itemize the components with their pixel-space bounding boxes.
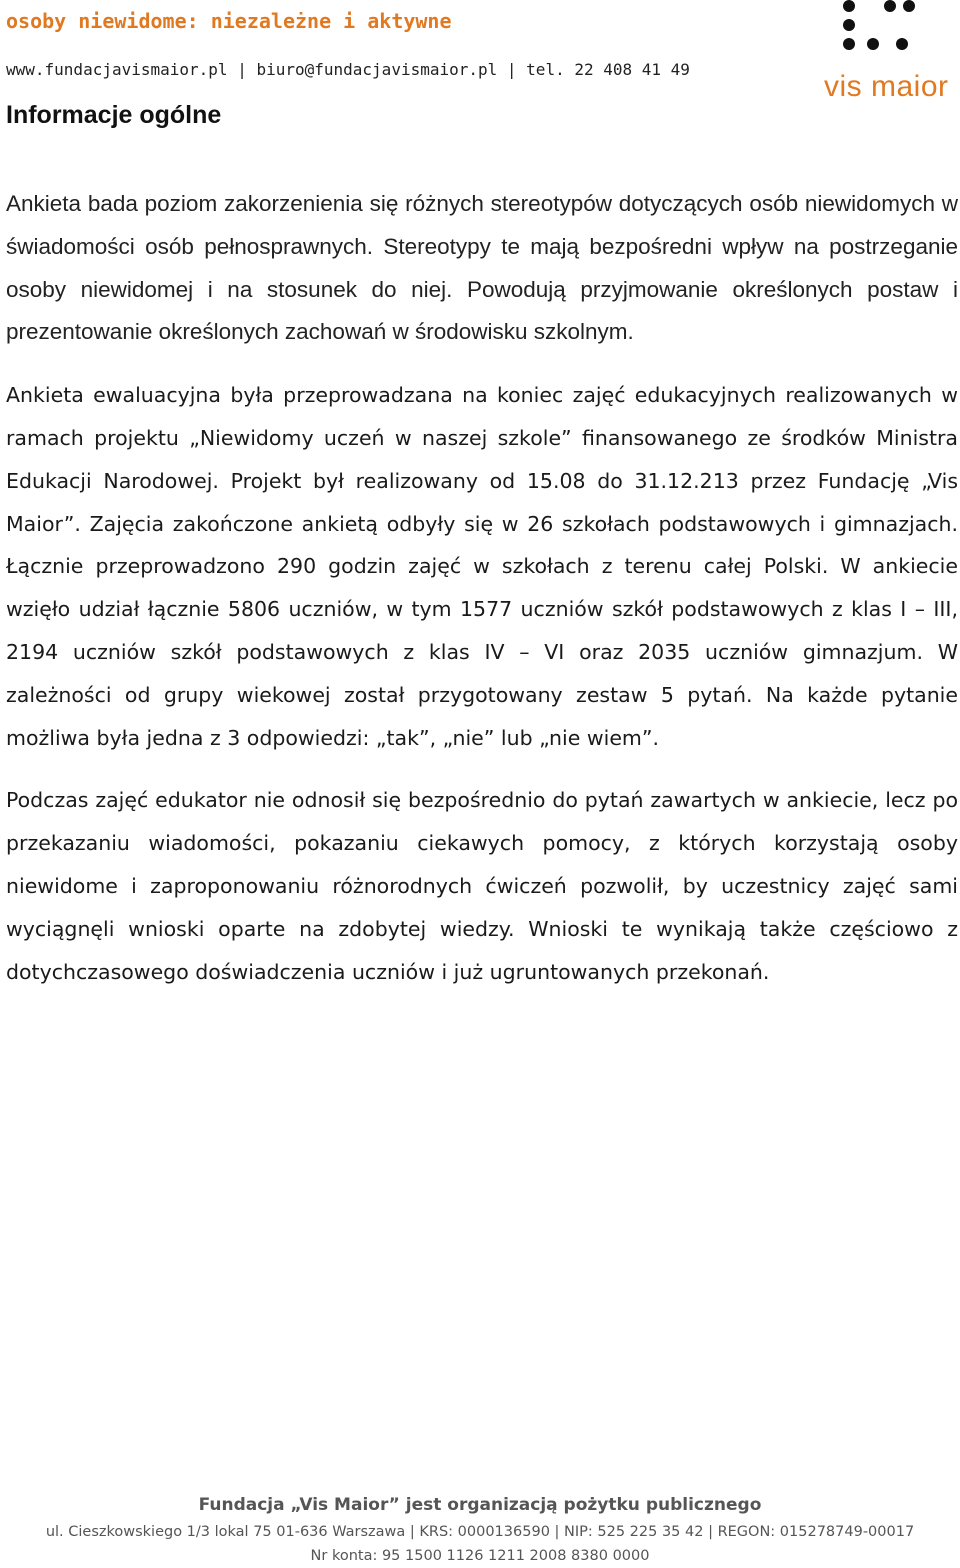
header-contact: www.fundacjavismaior.pl | biuro@fundacjavismaior.pl | tel. 22 408 41 49 [6,60,690,79]
footer-bank-account: Nr konta: 95 1500 1126 1211 2008 8380 0000 [310,1548,650,1564]
braille-dot [843,19,855,31]
footer-organization: Fundacja „Vis Maior” jest organizacją pożytku publicznego [198,1495,762,1515]
paragraph-intro: Ankieta bada poziom zakorzenienia się różnych stereotypów dotyczących osób niewidomych w świadomości osób pełnosprawnych. Stereotypy te mają bezpośredni wpływ na postrzeganie osoby niewidomej i na stosunek do niej. Powodują przyjmowanie określonych postaw i prezentowanie określonych zachowań w środowisku szkolnym. [6,191,958,345]
paragraph-methodology: Podczas zajęć edukator nie odnosił się bezpośrednio do pytań zawartych w ankiecie, lecz po przekazaniu wiadomości, pokazaniu ciekawych pomocy, z których korzystają osoby niewidome i zaproponowaniu różnorodnych ćwiczeń pozwolił, by uczestnicy zajęć sami wyciągnęli wnioski oparte na zdobytej wiedzy. Wnioski te wynikają także częściowo z dotychczasowego doświadczenia uczniów i już ugruntowanych przekonań. [6,788,958,984]
braille-dot [903,0,915,12]
document-body [6,183,958,993]
page-title: Informacje ogólne [6,101,222,129]
page-footer [0,1490,960,1568]
braille-dot [867,38,879,50]
braille-dot [843,38,855,50]
braille-dot [884,0,896,12]
paragraph-survey-details: Ankieta ewaluacyjna była przeprowadzana na koniec zajęć edukacyjnych realizowanych w ramach projektu „Niewidomy uczeń w naszej szkole” finansowanego ze środków Ministra Edukacji Narodowej. Projekt był realizowany od 15.08 do 31.12.213 przez Fundację „Vis Maior”. Zajęcia zakończone ankietą odbyły się w 26 szkołach podstawowych i gimnazjach. Łącznie przeprowadzono 290 godzin zajęć w szkołach z terenu całej Polski. W ankiecie wzięło udział łącznie 5806 uczniów, w tym 1577 uczniów szkół podstawowych z klas I – III, 2194 uczniów szkół podstawowych z klas IV – VI oraz 2035 uczniów gimnazjum. W zależności od grupy wiekowej został przygotowany zestaw 5 pytań. Na każde pytanie możliwa była jedna z 3 odpowiedzi: „tak”, „nie” lub „nie wiem”. [6,383,958,750]
braille-dot [843,0,855,12]
header-tagline: osoby niewidome: niezależne i aktywne [6,9,452,33]
footer-address: ul. Cieszkowskiego 1/3 lokal 75 01-636 Warszawa | KRS: 0000136590 | NIP: 525 225 35 42 | REGON: 015278749-00017 [45,1524,915,1540]
logo-text: vis maior [824,70,949,103]
braille-dot [896,38,908,50]
vis-maior-logo [822,0,952,108]
